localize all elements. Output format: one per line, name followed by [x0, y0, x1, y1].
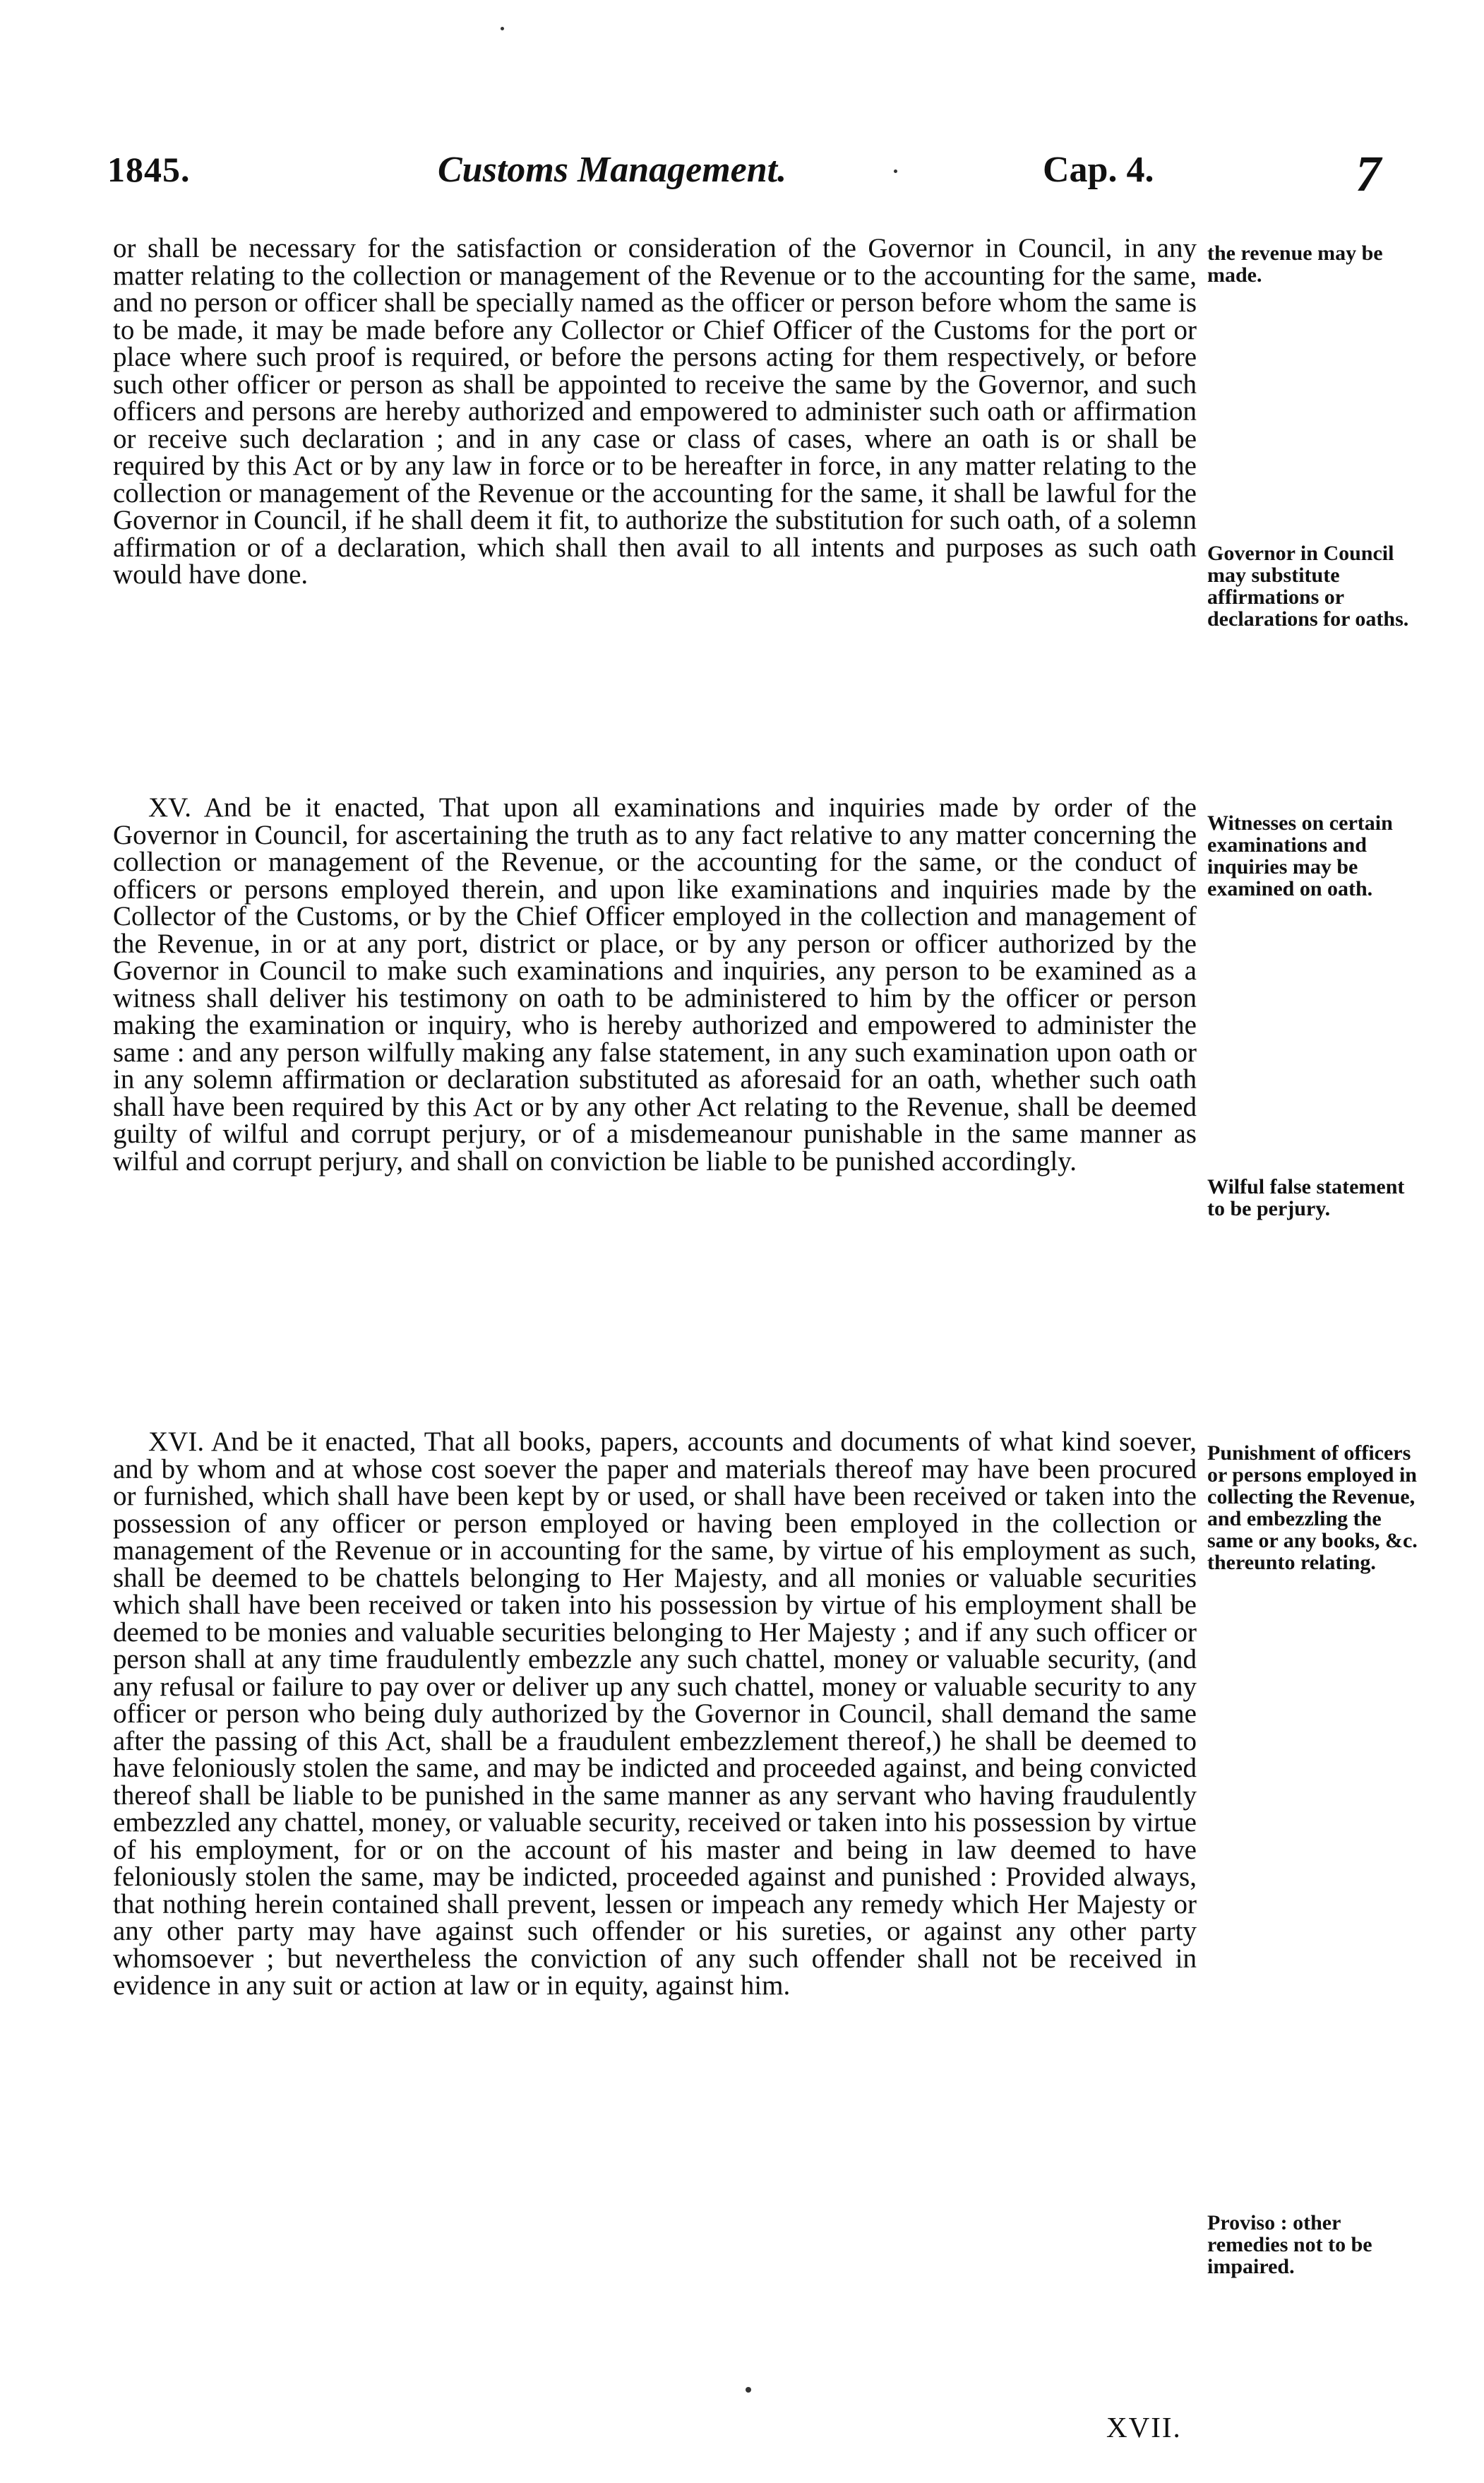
- page-number: 7: [1356, 145, 1381, 202]
- catchword: XVII.: [1106, 2411, 1182, 2443]
- margin-note-governor-affirmations: Governor in Council may substitute affirmations or declarations for oaths.: [1207, 542, 1409, 631]
- margin-note-witnesses-oath: Witnesses on certain examinations and inquiries may be examined on oath.: [1207, 811, 1393, 900]
- print-speck: [746, 2387, 751, 2393]
- header-title: Customs Management.: [438, 150, 787, 190]
- section-xvi: [113, 1429, 1197, 2000]
- header-year: 1845.: [107, 150, 191, 189]
- section-xv: [113, 794, 1197, 1175]
- continued-paragraph: [113, 235, 1197, 589]
- section-xv-text: XV. And be it enacted, That upon all examinations and inquiries made by order of the Governor in Council, for ascertaining the truth as to any fact relative to any matter concerning the collection or management of the Revenue, or the accounting for the same, or the conduct of officers or persons employed therein, and upon like examinations and inquiries made by the Collector of the Customs, or by the Chief Officer employed in the collection and management of the Revenue, in or at any port, district or place, or by any person or officer authorized by the Governor in Council to make such examinations and inquiries, any person to be examined as a witness shall deliver his testimony on oath to be administered to him by the officer or person making the examination or inquiry, who is hereby authorized and empowered to administer the same : and any person wilfully making any false statement, in any such examination upon oath or in any solemn affirmation or declaration substituted as aforesaid for an oath, whether such oath shall have been required by this Act or by any other Act relating to the Revenue, shall be deemed guilty of wilful and corrupt perjury, or of a misdemeanour punishable in the same manner as wilful and corrupt perjury, and shall on conviction be liable to be punished accordingly.: [113, 792, 1197, 1177]
- print-speck: [501, 27, 504, 30]
- margin-note-revenue: the revenue may be made.: [1207, 242, 1383, 287]
- section-xvi-text: XVI. And be it enacted, That all books, papers, accounts and documents of what kind soever, and by whom and at whose cost soever the paper and materials thereof may have been procured or furnished, which shall have been kept by or used, or shall have been received or taken into the possession of any officer or person employed or having been employed in the collection or management of the Revenue or in accounting for the same, by virtue of his employment as such, shall be deemed to be chattels belonging to Her Majesty, and all monies or valuable securities which shall have been received or taken into his possession by virtue of his employment shall be deemed to be monies and valuable securities belonging to Her Majesty ; and if any such officer or person shall at any time fraudulently embezzle any such chattel, money or valuable security, (and any refusal or failure to pay over or deliver up any such chattel, money or valuable security to any officer or person who being duly authorized by the Governor in Council, shall demand the same after the passing of this Act, shall be a fraudulent embezzlement thereof,) he shall be deemed to have feloniously stolen the same, and may be indicted and proceeded against, and being convicted thereof shall be liable to be punished in the same manner as any servant who having fraudulently embezzled any chattel, money, or valuable security, received or taken into his possession by virtue of his employment, for or on the account of his master and being in law deemed to have feloniously stolen the same, may be indicted, proceeded against and punished : Provided always, that nothing herein contained shall prevent, lessen or impeach any remedy which Her Majesty or any other party may have against such offender or his sureties, or against any other party whomsoever ; but nevertheless the conviction of any such offender shall not be received in evidence in any suit or action at law or in equity, against him.: [113, 1427, 1197, 2001]
- margin-note-false-statement: Wilful false statement to be perjury.: [1207, 1175, 1405, 1220]
- margin-note-proviso: Proviso : other remedies not to be impaired.: [1207, 2211, 1372, 2278]
- continued-paragraph-text: or shall be necessary for the satisfaction or consideration of the Governor in Council, in any matter relating to the collection or management of the Revenue or to the accounting for the same, and no person or officer shall be specially named as the officer or person before whom the same is to be made, it may be made before any Collector or Chief Officer of the Customs for the port or place where such proof is required, or before the persons acting for them respectively, or before such other officer or person as shall be appointed to receive the same by the Governor, and such officers and persons are hereby authorized and empowered to administer such oath or affirmation or receive such declaration ; and in any case or class of cases, where an oath is or shall be required by this Act or by any law in force or to be hereafter in force, in any matter relating to the collection or management of the Revenue or the accounting for the same, it shall be lawful for the Governor in Council, if he shall deem it fit, to authorize the substitution for such oath, of a solemn affirmation or of a declaration, which shall then avail to all intents and purposes as such oath would have done.: [113, 233, 1197, 590]
- header-chapter: Cap. 4.: [1043, 150, 1154, 190]
- margin-note-punishment-officers: Punishment of officers or persons employed in collecting the Revenue, and embezzling the same or any books, &c. thereunto relating.: [1207, 1441, 1418, 1574]
- print-speck: [894, 169, 897, 173]
